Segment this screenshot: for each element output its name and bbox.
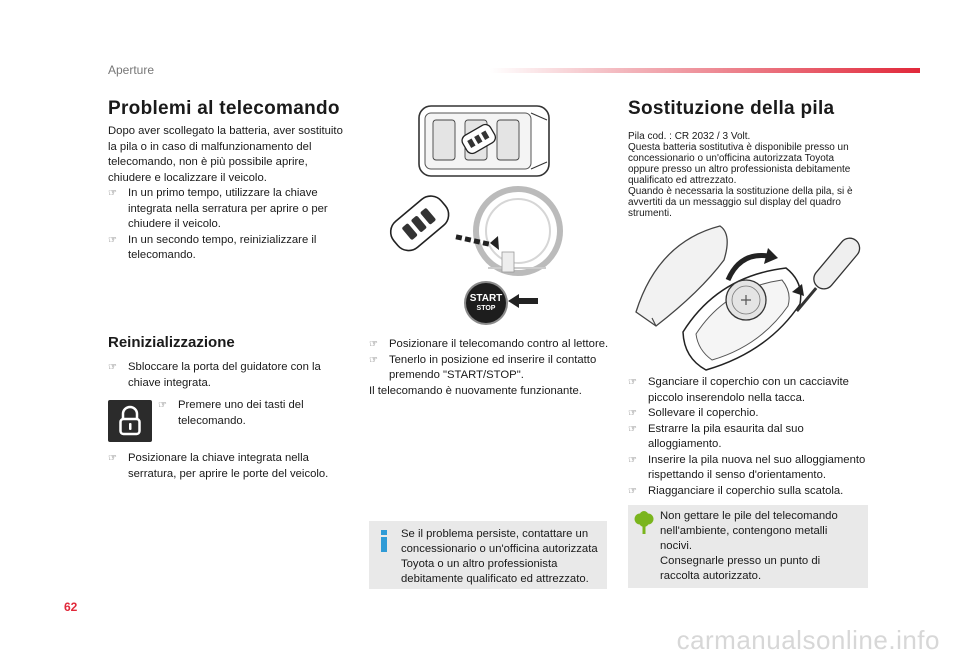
list-item: ☞ Riagganciare il coperchio sulla scatola.: [628, 484, 872, 500]
battery-procedure: [628, 375, 872, 499]
watermark: carmanualsonline.info: [676, 625, 940, 655]
remote-problems-list: [108, 186, 350, 264]
battery-procedure-list: [628, 375, 872, 499]
reinit-list-3: [108, 451, 344, 482]
reinit-list-2: [158, 398, 328, 429]
battery-replacement-illustration: [628, 222, 880, 372]
steering-wheel-reader-illustration: [378, 186, 563, 286]
tree-icon: [634, 511, 654, 535]
middle-procedure: [369, 337, 609, 399]
list-item: ☞ Posizionare il telecomando contro al lettore.: [369, 337, 609, 353]
start-stop-button-illustration: [466, 283, 506, 323]
stop-label: STOP: [476, 305, 496, 312]
info-text: Se il problema persiste, contattare un concessionario o un'officina autorizzata Toyota o un altro professionista debitamente qualificato ed attrezzato.: [401, 528, 598, 585]
page-number: 62: [64, 600, 78, 614]
section-label: Aperture: [108, 63, 155, 77]
title-battery-replacement: Sostituzione della pila: [628, 98, 835, 119]
reinit-list-1: [108, 360, 340, 391]
list-item: ☞ Sganciare il coperchio con un cacciavite piccolo inserendolo nella tacca.: [628, 375, 872, 406]
environment-note-box: [628, 505, 868, 588]
start-label: START: [469, 293, 503, 304]
info-box: [369, 521, 607, 589]
arrow-left-icon: [508, 294, 538, 308]
list-item: ☞ Inserire la pila nuova nel suo alloggiamento rispettando il senso d'orientamento.: [628, 453, 872, 484]
list-item: ☞ In un primo tempo, utilizzare la chiave integrata nella serratura per aprire o per chiudere il veicolo.: [108, 186, 350, 233]
list-item: ☞ Sbloccare la porta del guidatore con la chiave integrata.: [108, 360, 340, 391]
list-item: ☞ Premere uno dei tasti del telecomando.: [158, 398, 328, 429]
environment-note-line1: Non gettare le pile del telecomando nell'ambiente, contengono metalli nocivi.: [660, 510, 838, 552]
middle-procedure-list: [369, 337, 609, 384]
list-item: ☞ Sollevare il coperchio.: [628, 406, 872, 422]
list-item: ☞ Posizionare la chiave integrata nella serratura, per aprire le porte del veicolo.: [108, 451, 344, 482]
list-item: ☞ In un secondo tempo, reinizializzare il telecomando.: [108, 233, 350, 264]
battery-warning: Quando è necessaria la sostituzione della pila, si è avvertiti da un messaggio sul display del quadro strumenti.: [628, 186, 853, 219]
battery-availability: Questa batteria sostitutiva è disponibile presso un concessionario o un'officina autorizzata Toyota oppure presso un altro professionista debitamente qualificato ed attrezzato.: [628, 142, 851, 186]
title-reinitialization: Reinizializzazione: [108, 334, 235, 351]
list-item: ☞ Tenerlo in posizione ed inserire il contatto premendo "START/STOP".: [369, 353, 609, 384]
list-item: ☞ Estrarre la pila esaurita dal suo alloggiamento.: [628, 422, 872, 453]
remote-problems-text: [108, 124, 350, 264]
battery-spec: [628, 131, 860, 219]
car-top-view-illustration: [415, 100, 555, 182]
lock-icon: [108, 400, 152, 442]
title-remote-problems: Problemi al telecomando: [108, 98, 340, 119]
intro-paragraph: Dopo aver scollegato la batteria, aver sostituito la pila o in caso di malfunzionamento del telecomando, non è più possibile aprire, chiudere e localizzare il veicolo.: [108, 125, 343, 184]
environment-note-text: [660, 509, 862, 584]
battery-code: Pila cod. : CR 2032 / 3 Volt.: [628, 131, 751, 142]
info-icon: [378, 530, 390, 552]
header-accent-bar: [490, 68, 920, 73]
environment-note-line2: Consegnarle presso un punto di raccolta autorizzato.: [660, 555, 821, 582]
remote-working-note: Il telecomando è nuovamente funzionante.: [369, 384, 582, 397]
